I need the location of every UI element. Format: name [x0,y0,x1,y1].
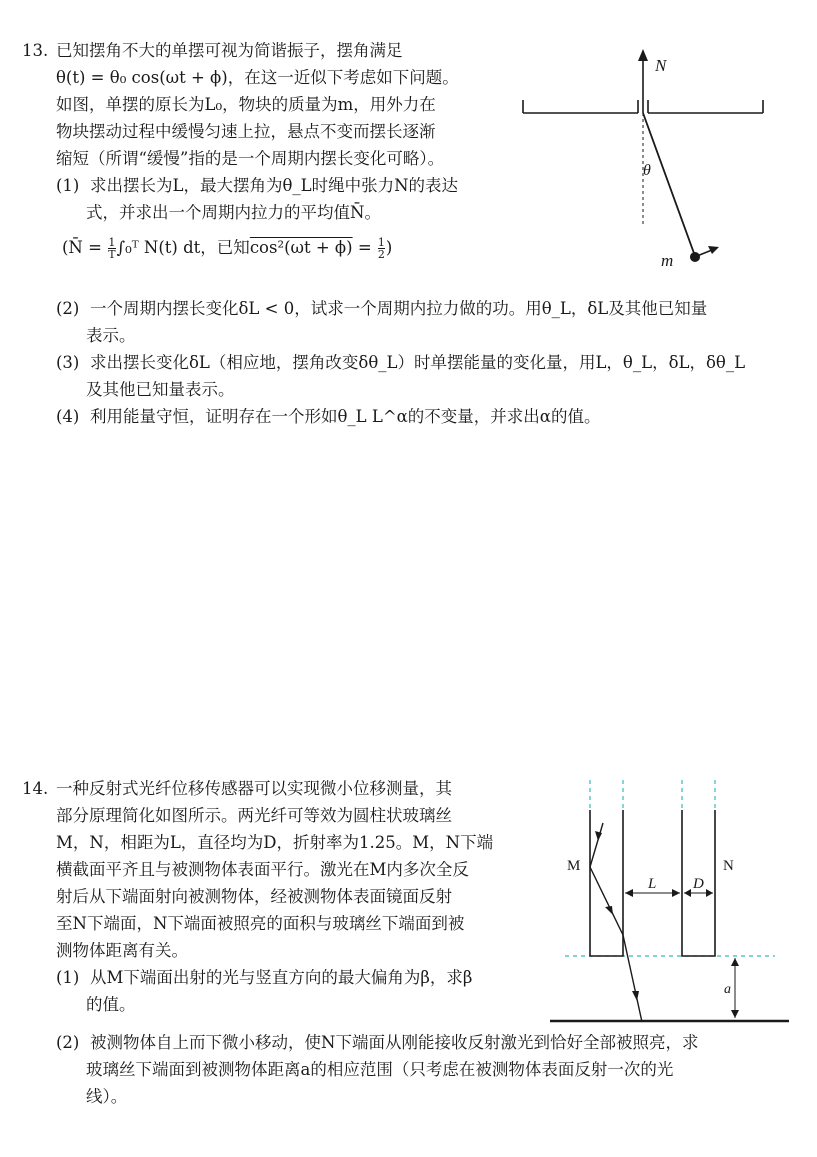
label-D: D [693,876,704,892]
q13-part3-label: (3) [56,353,80,372]
q14-part2-line-1: (2) 被测物体自上而下微小移动，使N下端面从刚能接收反射激光到恰好全部被照亮，求 [22,1029,802,1056]
ray-arrow-1 [595,831,602,841]
q14-part1-label: (1) [56,968,80,987]
arrow-L-left [625,889,633,897]
label-theta: θ [643,162,651,179]
q13-part2-line-1: (2) 一个周期内摆长变化δL < 0，试求一个周期内拉力做的功。用θ_L，δL及其他已知量 [22,295,802,322]
arrow-head-N [638,49,648,61]
q14-intro-line-3: M，N，相距为L，直径均为D，折射率为1.25。M，N下端 [56,833,494,852]
q13-part1-line-2: 式，并求出一个周期内拉力的平均值N̄。 [86,203,381,222]
q13-number: 13. [22,41,49,60]
question-13 [22,37,522,261]
string [643,113,695,256]
q14-intro-line-6: 至N下端面，N下端面被照亮的面积与玻璃丝下端面到被 [56,914,465,933]
q13-intro-line-3: 如图，单摆的原长为L₀，物块的质量为m，用外力在 [56,95,436,114]
label-M: M [567,858,581,874]
q14-intro-line-7: 测物体距离有关。 [56,941,188,960]
q13-part1-label: (1) [56,176,80,195]
label-a: a [724,982,731,997]
frac-1-over-T: $\frac{1}{T}$ [108,236,116,261]
arrow-D-right [706,889,713,897]
q13-part1-formula: (N̄ = $\frac{1}{T}$ ∫₀ᵀ N(t) dt，已知cos²(ωt + ϕ) = $\frac{1}{2}$ ) [62,236,393,261]
pendulum-figure [515,45,785,280]
label-fiber-N: N [723,858,734,874]
fiber-M [590,810,623,956]
q13-part3-line-2: 及其他已知量表示。 [86,380,235,399]
q14-part1-line-1: (1) 从M下端面出射的光与竖直方向的最大偏角为β，求β [22,964,542,991]
label-N: N [655,56,667,75]
q13-part1-line-1: (1) 求出摆长为L，最大摆角为θ_L时绳中张力N的表达 [22,172,522,199]
q14-intro-line-5: 射后从下端面射向被测物体，经被测物体表面镜面反射 [56,887,452,906]
mass-bob [690,252,700,262]
q13-intro-line-5: 缩短（所谓“缓慢”指的是一个周期内摆长变化可略）。 [56,149,445,168]
q13-part2-label: (2) [56,299,80,318]
q13-intro-line-2: θ(t) = θ₀ cos(ωt + ϕ)，在这一近似下考虑如下问题。 [56,68,459,87]
question-14-parts [22,1029,802,1110]
q14-part2-line-2: 玻璃丝下端面到被测物体距离a的相应范围（只考虑在被测物体表面反射一次的光 [86,1060,674,1079]
ray-arrow-2 [605,906,613,915]
q14-part2-line-3: 线）。 [86,1087,128,1106]
arrow-a-top [731,958,739,966]
arrow-head-velocity [708,246,719,254]
q13-part2-line-2: 表示。 [86,326,136,345]
q14-intro-line-1: 14. 一种反射式光纤位移传感器可以实现微小位移测量，其 [22,775,542,802]
q13-intro-line-4: 物块摆动过程中缓慢匀速上拉，悬点不变而摆长逐渐 [56,122,436,141]
q13-intro-line-1: 13. 已知摆角不大的单摆可视为简谐振子，摆角满足 [22,37,522,64]
arrow-D-left [684,889,691,897]
fiber-figure [545,775,795,1030]
label-L: L [648,876,657,892]
q14-intro-line-2: 部分原理简化如图所示。两光纤可等效为圆柱状玻璃丝 [56,806,452,825]
q13-part4-label: (4) [56,407,80,426]
q14-intro-line-4: 横截面平齐且与被测物体表面平行。激光在M内多次全反 [56,860,469,879]
q14-part1-line-2: 的值。 [86,995,136,1014]
ray-arrow-3 [632,991,639,1001]
q14-number: 14. [22,779,49,798]
q14-part2-label: (2) [56,1033,80,1052]
arrow-a-bottom [731,1010,739,1018]
frac-1-over-2: $\frac{1}{2}$ [377,236,385,261]
question-14 [22,775,542,1018]
arrow-L-right [672,889,680,897]
question-13-parts [22,295,802,430]
q13-part4-line-1: (4) 利用能量守恒，证明存在一个形如θ_L L^α的不变量，并求出α的值。 [22,403,802,430]
q13-part3-line-1: (3) 求出摆长变化δL（相应地，摆角改变δθ_L）时单摆能量的变化量，用L，θ_L，δL，δθ_L [22,349,802,376]
label-m: m [661,251,674,270]
